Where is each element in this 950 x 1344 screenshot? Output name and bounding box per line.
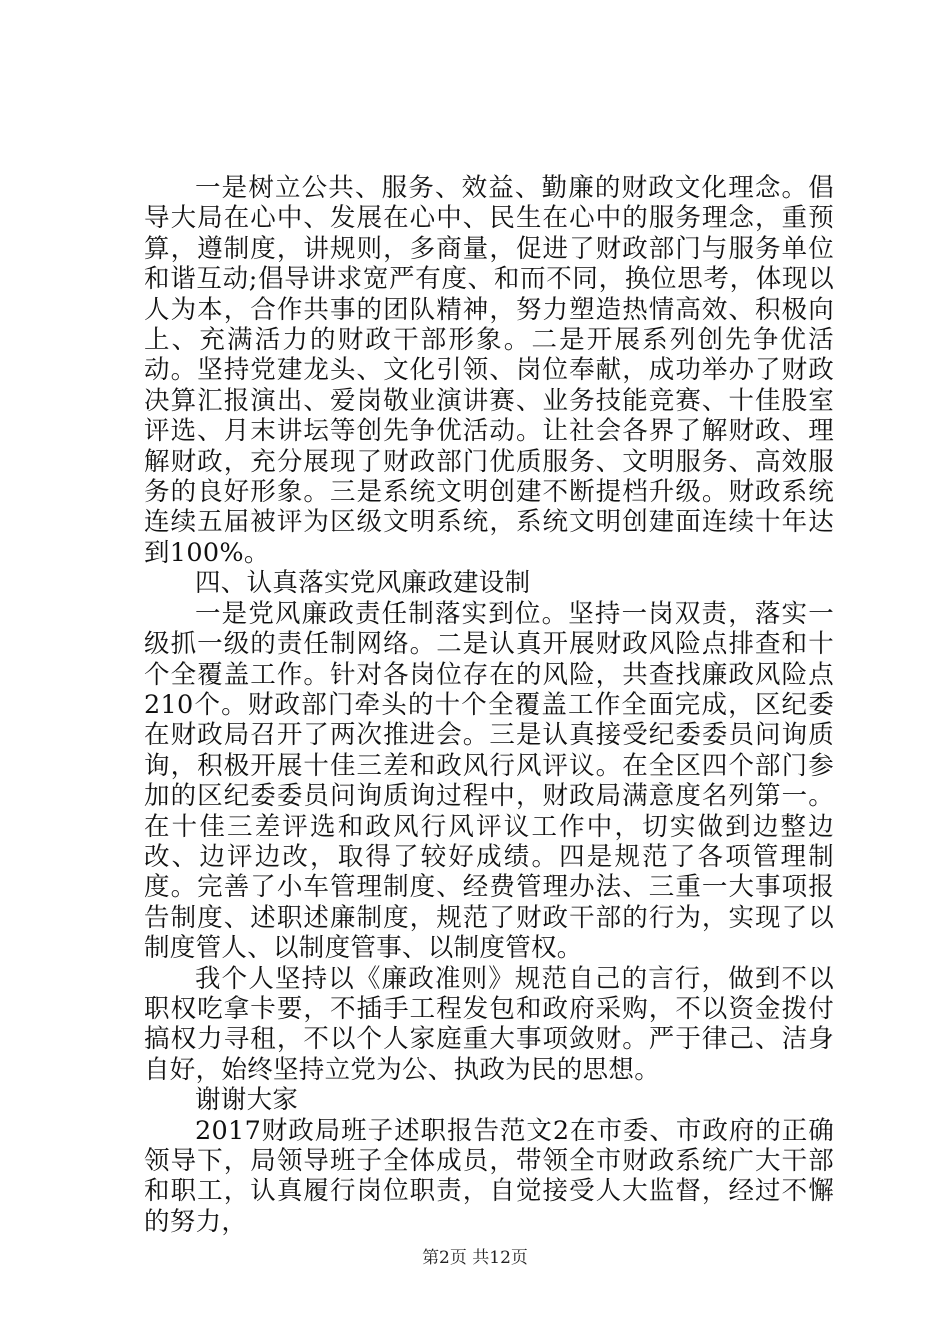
page-number-footer: 第2页 共12页 — [422, 1248, 528, 1268]
paragraph-personal: 我个人坚持以《廉政准则》规范自己的言行，做到不以职权吃拿卡要，不插手工程发包和政府采购，不以资金拨付搞权力寻租，不以个人家庭重大事项敛财。严于律己、洁身自好，始终坚持立党为公、执政为民的思想。 — [144, 963, 834, 1085]
document-body — [144, 173, 834, 1237]
section-heading-4: 四、认真落实党风廉政建设制 — [195, 568, 531, 599]
paragraph-sample-2: 2017财政局班子述职报告范文2在市委、市政府的正确领导下，局领导班子全体成员，带领全市财政系统广大干部和职工，认真履行岗位职责，自觉接受人大监督，经过不懈的努力， — [144, 1115, 834, 1237]
paragraph-thanks: 谢谢大家 — [195, 1085, 299, 1116]
paragraph-anticorruption: 一是党风廉政责任制落实到位。坚持一岗双责，落实一级抓一级的责任制网络。二是认真开展财政风险点排查和十个全覆盖工作。针对各岗位存在的风险，共查找廉政风险点210个。财政部门牵头的十个全覆盖工作全面完成，区纪委在财政局召开了两次推进会。三是认真接受纪委委员问询质询，积极开展十佳三差和政风行风评议。在全区四个部门参加的区纪委委员问询质询过程中，财政局满意度名列第一。在十佳三差评选和政风行风评议工作中，切实做到边整边改、边评边改，取得了较好成绩。四是规范了各项管理制度。完善了小车管理制度、经费管理办法、三重一大事项报告制度、述职述廉制度，规范了财政干部的行为，实现了以制度管人、以制度管事、以制度管权。 — [144, 598, 834, 964]
paragraph-culture: 一是树立公共、服务、效益、勤廉的财政文化理念。倡导大局在心中、发展在心中、民生在心中的服务理念，重预算，遵制度，讲规则，多商量，促进了财政部门与服务单位和谐互动;倡导讲求宽严有度、和而不同，换位思考，体现以人为本，合作共事的团队精神，努力塑造热情高效、积极向上、充满活力的财政干部形象。二是开展系列创先争优活动。坚持党建龙头、文化引领、岗位奉献，成功举办了财政决算汇报演出、爱岗敬业演讲赛、业务技能竞赛、十佳股室评选、月末讲坛等创先争优活动。让社会各界了解财政、理解财政，充分展现了财政部门优质服务、文明服务、高效服务的良好形象。三是系统文明创建不断提档升级。财政系统连续五届被评为区级文明系统，系统文明创建面连续十年达到100%。 — [144, 173, 834, 568]
